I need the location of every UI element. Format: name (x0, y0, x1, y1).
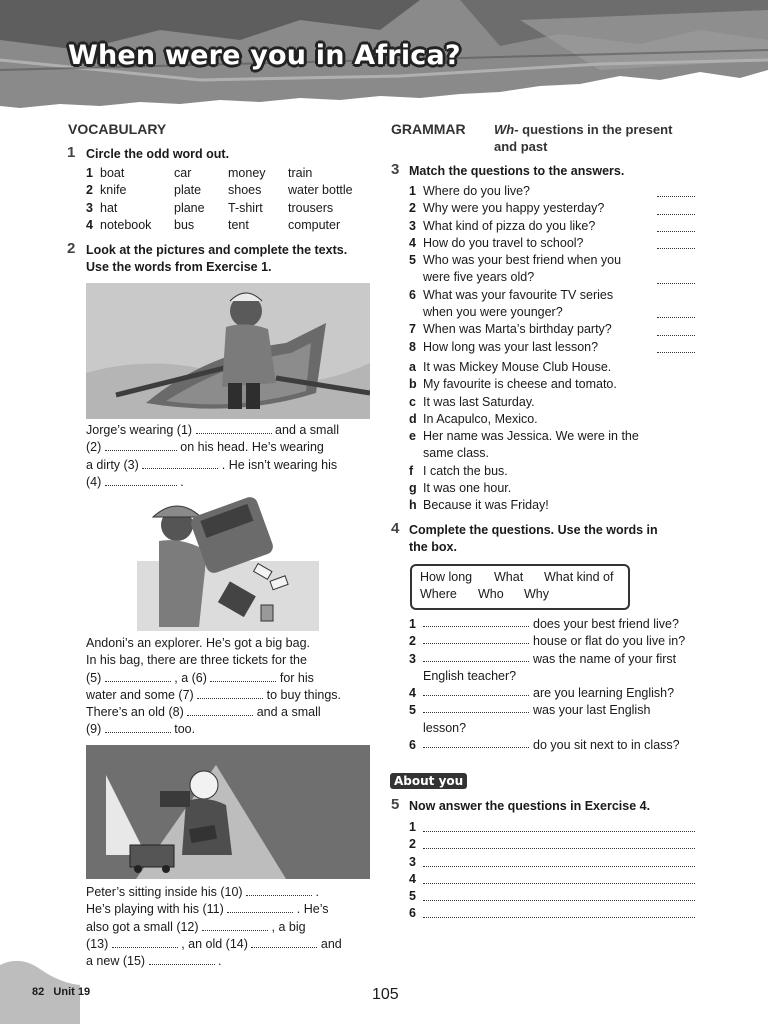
question-item (409, 235, 695, 252)
question-number: 4 (409, 235, 416, 250)
question-number: 3 (409, 218, 416, 233)
vocab-row-number: 3 (86, 200, 93, 215)
answer-line (409, 411, 695, 428)
question-item (409, 252, 695, 287)
answer-item (409, 376, 695, 393)
question-line (409, 200, 695, 217)
item-number: 6 (409, 738, 416, 753)
answer-item (409, 480, 695, 497)
page-number-label: 82 Unit 19 (32, 986, 91, 998)
complete-question-line (409, 685, 699, 702)
answer-item (409, 497, 695, 514)
line-number: 4 (409, 871, 416, 886)
answer-letter: d (409, 411, 417, 426)
write-line (423, 854, 695, 867)
vocab-row (86, 166, 378, 183)
question-item (409, 200, 695, 217)
vocab-row (86, 201, 378, 218)
write-line (423, 905, 695, 918)
vocab-word: hat (100, 200, 118, 215)
boat-picture (86, 283, 370, 419)
answer-letter: g (409, 481, 417, 496)
question-line (409, 339, 695, 356)
vocabulary-heading: VOCABULARY (68, 121, 167, 137)
answer-line (409, 376, 695, 393)
answer-line (409, 359, 695, 376)
complete-question-line (409, 633, 699, 650)
answer-blank (657, 283, 695, 284)
question-item (409, 321, 695, 338)
page-title: When were you in Africa? (68, 40, 461, 71)
answer-letter: c (409, 394, 416, 409)
answer-blank (657, 248, 695, 249)
exercise-3-number: 3 (391, 161, 400, 178)
question-number: 2 (409, 201, 416, 216)
answer-text: It was Mickey Mouse Club House. (423, 360, 612, 374)
vocab-word: notebook (100, 217, 152, 232)
exercise-5-instruction: Now answer the questions in Exercise 4. (409, 799, 651, 813)
fill-blank (423, 651, 529, 662)
answer-line (409, 497, 695, 514)
question-line (409, 269, 695, 286)
answer-letter: b (409, 377, 417, 392)
item-text: was the name of your first (533, 651, 677, 666)
answer-blank (657, 317, 695, 318)
answer-line (409, 463, 695, 480)
question-line (409, 304, 695, 321)
answer-lines (409, 819, 695, 923)
answer-line-item (409, 819, 695, 836)
answer-letter: h (409, 498, 417, 513)
vocab-word: tent (228, 217, 249, 232)
question-text: Where do you live? (423, 184, 531, 198)
question-text: How do you travel to school? (423, 235, 584, 250)
vocab-row-number: 4 (86, 217, 93, 232)
vocab-word: water bottle (288, 183, 353, 198)
vocab-word: boat (100, 166, 125, 180)
answer-line-item (409, 836, 695, 853)
question-text: What was your favourite TV series (423, 287, 614, 302)
exercise-2-instruction: Look at the pictures and complete the texts. Use the words from Exercise 1. (86, 243, 348, 274)
answer-blank (657, 196, 695, 197)
vocab-row-number: 1 (86, 166, 93, 180)
exercise-5-number: 5 (391, 796, 400, 813)
vocab-word: shoes (228, 183, 262, 198)
fill-blank (423, 616, 529, 627)
vocab-word: bus (174, 217, 195, 232)
text-peter: Peter’s sitting inside his (10) . He’s playing with his (11) . He’s also got a small (12) , a big (13) , an old (14) and a new (15) . (86, 885, 342, 969)
question-item (409, 287, 695, 322)
vocab-word: car (174, 166, 192, 180)
answer-text-cont: same class. (423, 446, 489, 461)
answer-line-item (409, 854, 695, 871)
complete-question-line (409, 651, 699, 668)
vocab-word: train (288, 166, 313, 180)
vocab-word: plate (174, 183, 202, 198)
exercise-4-instruction: Complete the questions. Use the words in the box. (409, 523, 658, 554)
answer-text: Her name was Jessica. We were in the (423, 429, 639, 444)
answer-item (409, 359, 695, 376)
item-text: house or flat do you live in? (533, 634, 686, 649)
question-text: What kind of pizza do you like? (423, 218, 596, 233)
item-number: 2 (409, 634, 416, 649)
complete-question-line (409, 668, 699, 685)
question-item (409, 183, 695, 200)
question-text: How long was your last lesson? (423, 339, 599, 354)
complete-question-line (409, 720, 699, 737)
complete-question-line (409, 737, 699, 754)
complete-question-line (409, 616, 699, 633)
answer-blank (657, 214, 695, 215)
item-text-cont: English teacher? (423, 668, 517, 683)
line-number: 1 (409, 820, 416, 834)
complete-question-item (409, 737, 699, 754)
odd-word-table (86, 166, 378, 235)
vocab-word: money (228, 166, 266, 180)
question-number: 1 (409, 184, 416, 198)
answer-line (409, 480, 695, 497)
vocab-word: trousers (288, 200, 334, 215)
vocab-row (86, 183, 378, 200)
write-line (423, 871, 695, 884)
question-line (409, 183, 695, 200)
answer-line (409, 394, 695, 411)
write-line (423, 836, 695, 849)
exercise-2-number: 2 (67, 240, 76, 257)
question-number: 5 (409, 253, 416, 268)
item-text: does your best friend live? (533, 617, 679, 631)
text-andoni: Andoni’s an explorer. He’s got a big bag. In his bag, there are three tickets for the (5) , a (6) for his water and some (7) to buy things. There’s an old (8) and a small (9) too. (86, 636, 342, 737)
item-text-cont: lesson? (423, 720, 467, 735)
question-text-cont: were five years old? (423, 270, 535, 285)
question-number: 7 (409, 322, 416, 337)
answer-item (409, 463, 695, 480)
write-line (423, 819, 695, 832)
complete-question-line (409, 702, 699, 719)
exercise-1-instruction: Circle the odd word out. (86, 147, 230, 161)
complete-question-item (409, 633, 699, 650)
vocab-row-number: 2 (86, 183, 93, 198)
question-line (409, 235, 695, 252)
question-text: When was Marta’s birthday party? (423, 322, 612, 337)
answer-text: I catch the bus. (423, 463, 508, 478)
answer-letter: f (409, 463, 414, 478)
write-line (423, 888, 695, 901)
answer-text: Because it was Friday! (423, 498, 549, 513)
answer-line (409, 445, 695, 462)
item-number: 5 (409, 703, 416, 718)
vocab-word: plane (174, 200, 205, 215)
about-you-label: About you (390, 773, 467, 789)
answer-line-item (409, 905, 695, 922)
answer-item (409, 428, 695, 463)
vocab-word: computer (288, 217, 341, 232)
exercise-4-number: 4 (391, 520, 400, 537)
question-line (409, 321, 695, 338)
question-text: Who was your best friend when you (423, 253, 622, 268)
line-number: 2 (409, 837, 416, 852)
answer-blank (657, 231, 695, 232)
word-box: How long What What kind of Where Who Why (410, 564, 630, 610)
complete-question-item (409, 702, 699, 737)
item-text: do you sit next to in class? (533, 738, 680, 753)
grammar-heading: GRAMMAR (391, 121, 466, 137)
answer-letter: a (409, 360, 416, 374)
answer-text: In Acapulco, Mexico. (423, 411, 538, 426)
question-item (409, 339, 695, 356)
question-number: 6 (409, 287, 416, 302)
answer-blank (657, 352, 695, 353)
question-line (409, 252, 695, 269)
answer-blank (657, 335, 695, 336)
item-number: 4 (409, 686, 416, 701)
explorer-picture (137, 497, 319, 631)
tent-picture (86, 745, 370, 879)
fill-blank (423, 737, 529, 748)
complete-question-item (409, 651, 699, 686)
answer-line (409, 428, 695, 445)
question-line (409, 218, 695, 235)
fill-blank (423, 633, 529, 644)
vocab-row (86, 218, 378, 235)
question-text: Why were you happy yesterday? (423, 201, 605, 216)
line-number: 6 (409, 906, 416, 921)
vocab-word: T-shirt (228, 200, 263, 215)
fill-blank (423, 702, 529, 713)
answer-text: My favourite is cheese and tomato. (423, 377, 617, 392)
complete-questions-list (409, 616, 699, 754)
answer-item (409, 394, 695, 411)
answer-letter: e (409, 429, 416, 444)
item-text: was your last English (533, 703, 651, 718)
question-item (409, 218, 695, 235)
line-number: 3 (409, 854, 416, 869)
document-page-number: 105 (372, 986, 399, 1003)
vocab-word: knife (100, 183, 127, 198)
answer-item (409, 411, 695, 428)
answer-line-item (409, 888, 695, 905)
answer-line-item (409, 871, 695, 888)
complete-question-item (409, 685, 699, 702)
answer-text: It was one hour. (423, 481, 512, 496)
item-number: 3 (409, 651, 416, 666)
line-number: 5 (409, 889, 416, 904)
complete-question-item (409, 616, 699, 633)
exercise-3-instruction: Match the questions to the answers. (409, 164, 625, 178)
item-text: are you learning English? (533, 686, 675, 701)
grammar-subheading: Wh- questions in the present and past (494, 122, 673, 154)
text-jorge: Jorge’s wearing (1) and a small (2) on his head. He’s wearing a dirty (3) . He isn’t wearing his (4) . (86, 423, 339, 489)
answer-text: It was last Saturday. (423, 394, 535, 409)
exercise-1-number: 1 (67, 144, 76, 161)
question-line (409, 287, 695, 304)
fill-blank (423, 685, 529, 696)
question-list (409, 183, 695, 356)
answer-list (409, 359, 695, 515)
item-number: 1 (409, 617, 416, 631)
question-text-cont: when you were younger? (423, 305, 563, 320)
question-number: 8 (409, 339, 416, 354)
